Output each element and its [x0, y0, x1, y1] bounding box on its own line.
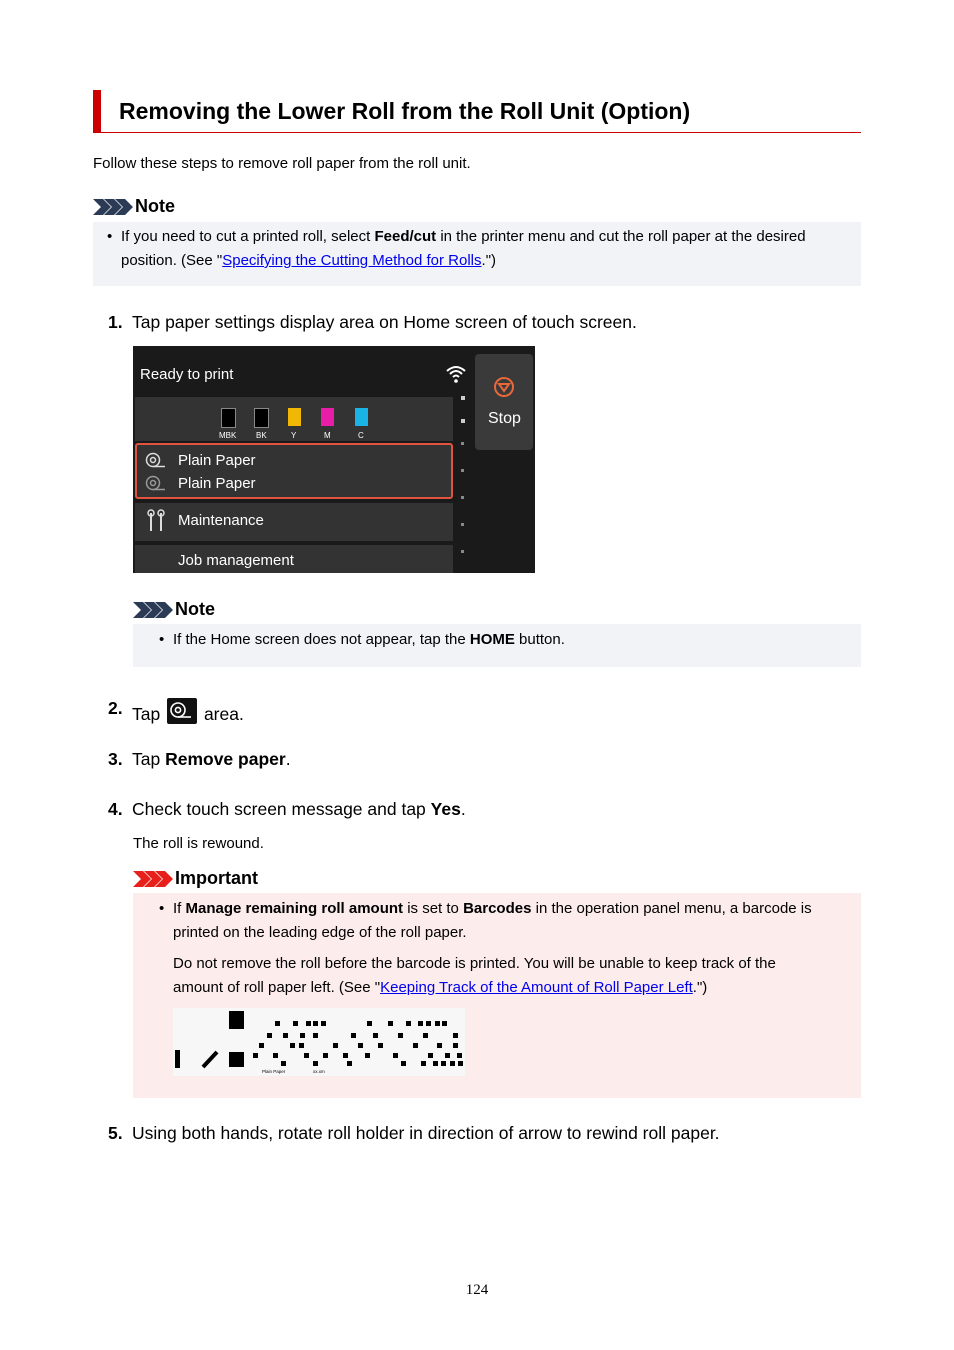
page-number: 124 — [465, 1282, 489, 1298]
barcode-image — [173, 1008, 465, 1076]
barcode-caption-paper: Plain Paper — [262, 1069, 286, 1074]
important-bullet: • If Manage remaining roll amount is set to Barcodes in the operation panel menu, a barcode is printed on the leading edge of the roll paper. — [159, 900, 812, 941]
note-bullet-2: • If the Home screen does not appear, tap the HOME button. — [159, 631, 565, 648]
important-label: Important — [175, 868, 258, 888]
stop-icon — [493, 376, 515, 398]
note-label: Note — [135, 196, 175, 216]
roll1-paper: Plain Paper — [178, 452, 256, 469]
note-box-2 — [133, 624, 861, 667]
note-label-2: Note — [175, 599, 215, 619]
roll2-paper: Plain Paper — [178, 475, 256, 492]
ink-bk-icon — [254, 408, 269, 428]
stop-button[interactable]: Stop — [475, 354, 533, 450]
touch-screen-image: Ready to print Stop MBK BK Y M C Plain Paper Plain Paper Maintenance Job management — [133, 346, 535, 573]
note-chevron-icon — [93, 199, 133, 215]
page-title: Removing the Lower Roll from the Roll Unit (Option) — [119, 98, 691, 124]
maintenance-icon — [146, 509, 166, 533]
ink-y-icon — [288, 408, 301, 426]
barcode-graphic — [173, 1008, 465, 1076]
cutting-method-link[interactable]: Specifying the Cutting Method for Rolls — [222, 252, 482, 269]
important-paragraph-2: Do not remove the roll before the barcode is printed. You will be unable to keep track of the amount of roll paper left. (See "Keeping Track of the Amount of Roll Paper Left.") — [173, 955, 776, 996]
note-box — [93, 222, 861, 286]
track-roll-link[interactable]: Keeping Track of the Amount of Roll Paper Left — [380, 979, 693, 996]
note-header-2 — [133, 599, 215, 620]
note-chevron-icon — [133, 602, 173, 618]
ink-m-icon — [321, 408, 334, 426]
selection-highlight — [135, 443, 453, 499]
status-text: Ready to print — [140, 366, 234, 383]
page-title-bar — [93, 90, 861, 133]
roll2-icon — [167, 698, 197, 724]
ink-mbk-icon — [221, 408, 236, 428]
intro-text: Follow these steps to remove roll paper from the roll unit. — [93, 155, 471, 172]
important-chevron-icon — [133, 871, 173, 887]
note-header — [93, 196, 175, 217]
ink-c-icon — [355, 408, 368, 426]
maintenance-label: Maintenance — [178, 512, 264, 529]
job-management-label: Job management — [178, 552, 294, 569]
rewound-text: The roll is rewound. — [133, 835, 264, 852]
barcode-caption-length: xx.xm — [313, 1069, 325, 1074]
wifi-icon — [445, 364, 467, 384]
note-bullet: • If you need to cut a printed roll, select Feed/cut in the printer menu and cut the roll paper at the desired position. (See "Specifying the Cutting Method for Rolls.") — [107, 228, 806, 269]
important-header — [133, 868, 258, 889]
